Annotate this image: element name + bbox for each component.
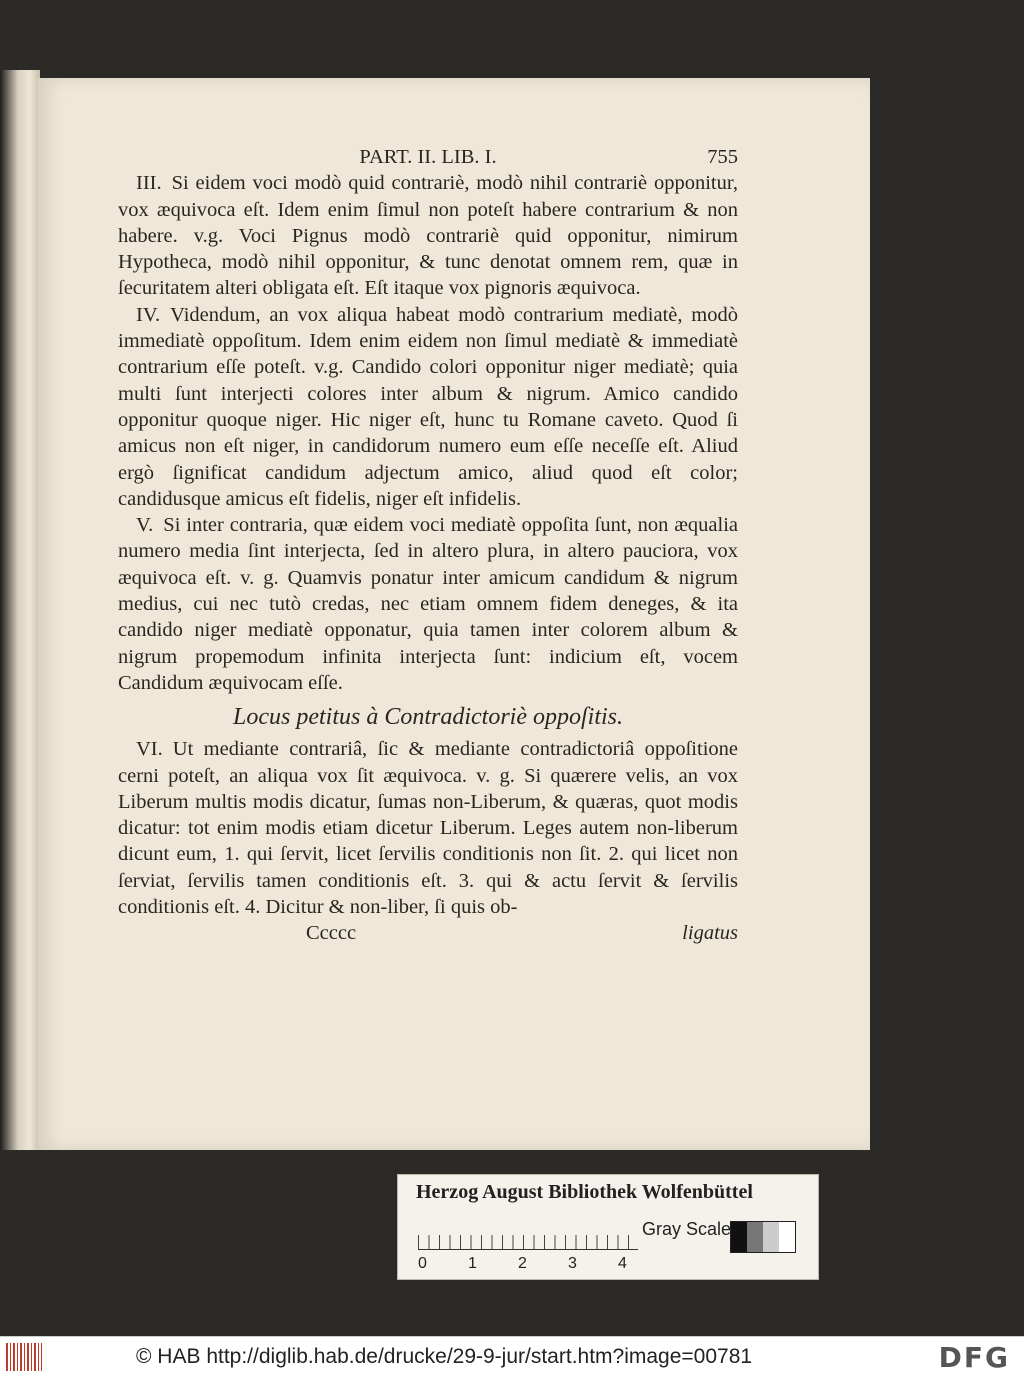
ruler-label: 3 — [568, 1255, 577, 1272]
page-number: 755 — [707, 146, 738, 168]
page-footer-line — [118, 920, 738, 948]
gray-scale-label: Gray Scale — [642, 1219, 732, 1239]
book-page — [38, 78, 870, 1150]
viewer-footer-bar — [0, 1336, 1024, 1377]
ruler-label: 0 — [418, 1255, 427, 1272]
gray-swatch — [731, 1222, 747, 1252]
gray-scale-swatches — [730, 1221, 796, 1253]
library-name: Herzog August Bibliothek Wolfenbüttel — [416, 1181, 753, 1203]
paragraph-text: Ut mediante contrariâ, ſic & mediante contradictoriâ oppoſitione cerni poteſt, an aliqua vox ſit æquivoca. v. g. Si quærere velis, an vox Liberum multis modis dicatur, ſumas non-Liberum, & quæras, quot modis dicatur: tot enim modis etiam dicetur Liberum. Leges autem non-liberum dicunt eum, 1. qui ſervit, licet ſervilis conditionis non ſit. 2. qui licet non ſerviat, ſervilis tamen conditionis eſt. 3. qui & actu ſervit & ſervilis conditionis eſt. 4. Dicitur & non-liber, ſi quis ob- — [118, 738, 738, 919]
paragraph-iv — [118, 302, 738, 512]
ruler-label: 2 — [518, 1255, 527, 1272]
running-head — [118, 144, 738, 170]
library-color-card — [397, 1174, 819, 1280]
paragraph-v — [118, 512, 738, 696]
gray-swatch — [763, 1222, 779, 1252]
ruler-label: 4 — [618, 1255, 627, 1272]
paragraph-text: Videndum, an vox aliqua habeat modò contrarium mediatè, modò immediatè oppoſitum. Idem enim eidem non ſimul mediatè & immediatè contrarium eſſe poteſt. v.g. Candido colori opponitur niger mediatè; quia multi ſunt interjecti colores inter album & nigrum. Amico candido opponitur quoque niger. Hic niger eſt, hunc tu Romane caveto. Quod ſi amicus non eſt niger, in candidorum numero eum eſſe neceſſe eſt. Aliud ergò ſignificat candidum adjectum amico, aliud quod eſt color; candidusque amicus eſt fidelis, niger eſt infidelis. — [118, 303, 738, 510]
paragraph-numeral: VI. — [136, 738, 163, 761]
gray-swatch — [747, 1222, 763, 1252]
catchword: ligatus — [682, 922, 738, 945]
signature-mark: Ccccc — [306, 922, 357, 945]
paragraph-text: Si inter contraria, quæ eidem voci mediatè oppoſita ſunt, non æqualia numero media ſint interjecta, ſed in altero plura, in altero pauciora, vox æquivoca eſt. v. g. Quamvis ponatur inter amicum candidum & nigrum medius, cui nec tutò credas, nec etiam omnem fidem deneges, & ita candido niger mediatè opponatur, quia tamen inter colorem album & nigrum propemodum infinita interjecta ſunt: indicium eſt, vocem Candidum æquivocam eſſe. — [118, 514, 738, 694]
paragraph-iii — [118, 170, 738, 301]
dfg-logo: DFG — [938, 1341, 1010, 1374]
barcode-icon — [6, 1343, 42, 1371]
page-text-block — [118, 144, 738, 948]
section-heading: Locus petitus à Contradictoriè oppoſitis. — [232, 704, 623, 731]
paragraph-text: Si eidem voci modò quid contrariè, modò nihil contrariè opponitur, vox æquivoca eſt. Idem enim ſimul non poteſt habere contrarium & non habere. v.g. Voci Pignus modò contrariè quid opponitur, nimirum Hypotheca, modò nihil opponitur, & tunc denotat omnem rem, quæ in ſecuritatem alteri obligata eſt. Eſt itaque vox pignoris æquivoca. — [118, 172, 738, 300]
gray-swatch — [779, 1222, 795, 1252]
paragraph-vi — [118, 736, 738, 920]
paragraph-numeral: IV. — [136, 303, 161, 326]
copyright-url[interactable]: © HAB http://diglib.hab.de/drucke/29-9-jur/start.htm?image=00781 — [136, 1345, 753, 1368]
running-head-text: PART. II. LIB. I. — [359, 146, 497, 168]
ruler-label: 1 — [468, 1255, 477, 1272]
adjacent-page-edge — [0, 70, 40, 1150]
paragraph-numeral: III. — [136, 172, 162, 195]
measurement-ruler — [418, 1219, 638, 1250]
paragraph-numeral: V. — [136, 514, 154, 537]
